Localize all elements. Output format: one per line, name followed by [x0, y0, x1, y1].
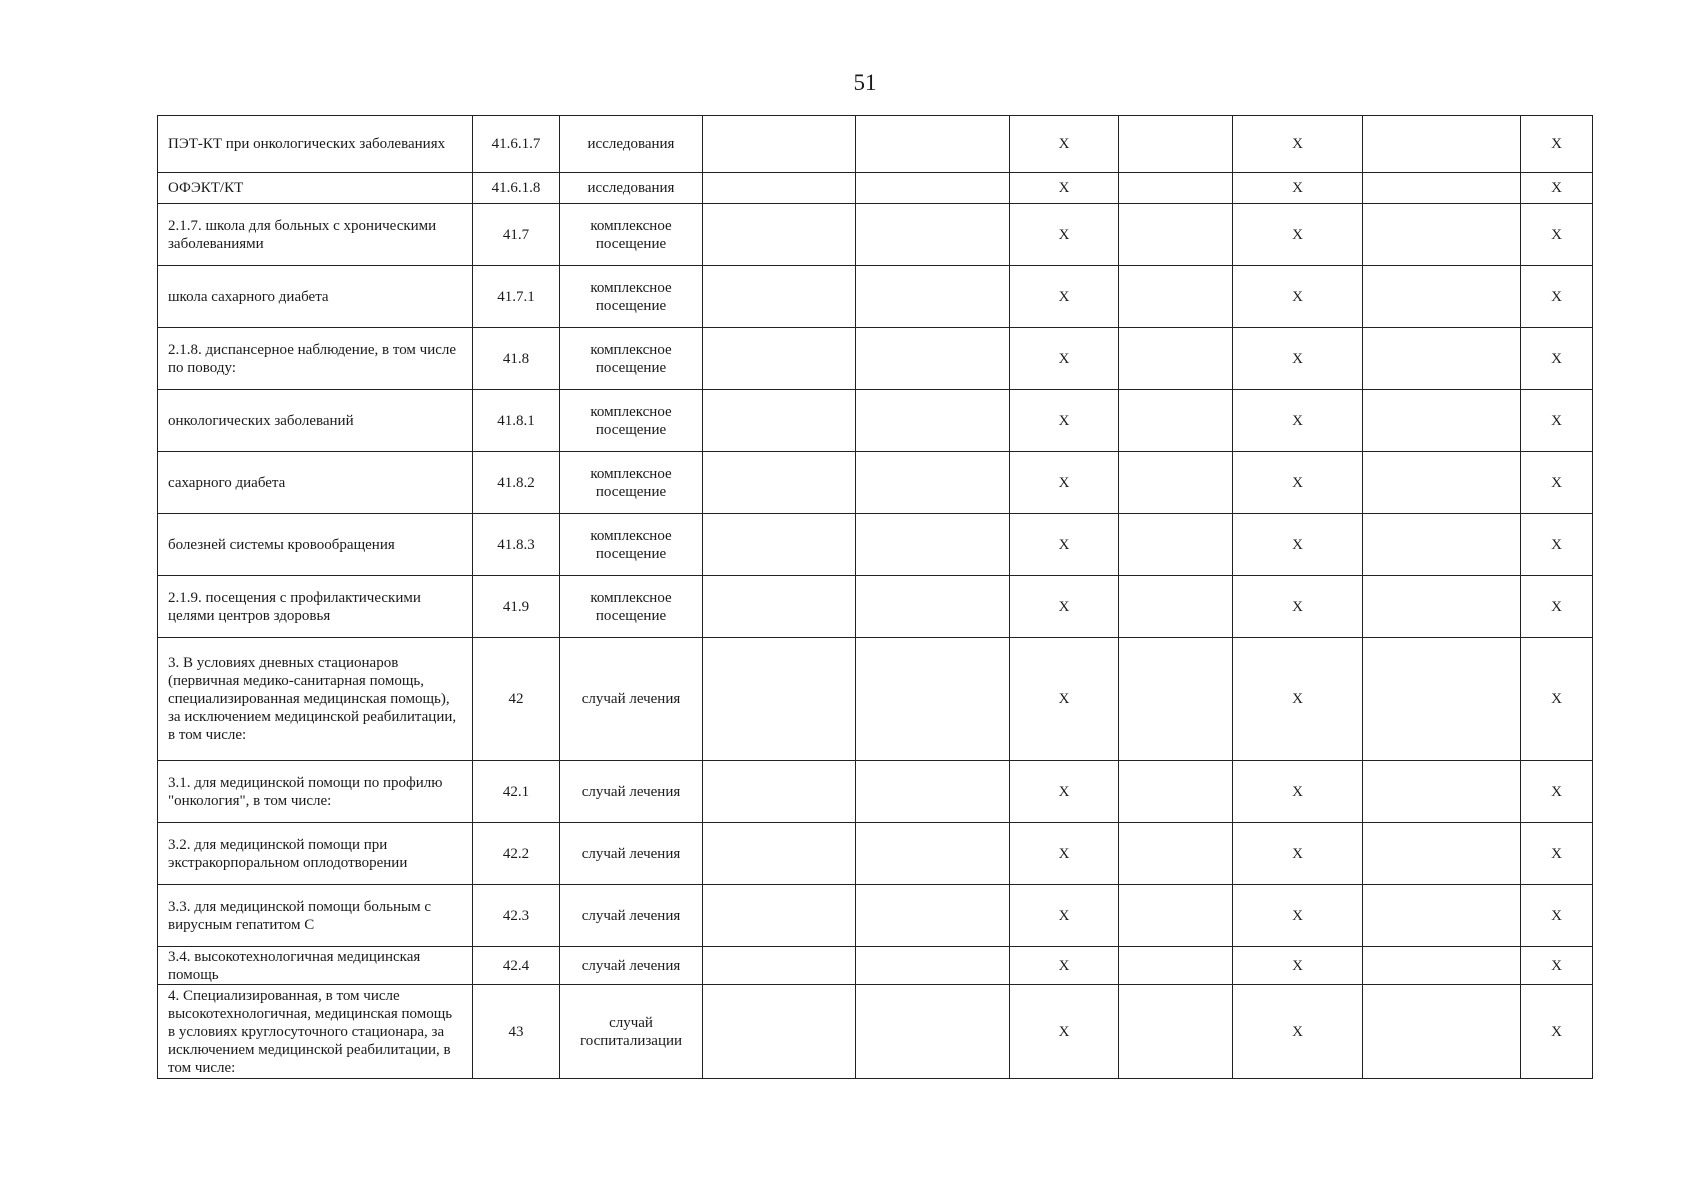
- x-mark-cell: X: [1521, 576, 1593, 638]
- row-unit-cell: случай лечения: [560, 885, 703, 947]
- row-code-cell: 42.3: [473, 885, 560, 947]
- empty-cell: [703, 452, 856, 514]
- row-code-cell: 41.8.3: [473, 514, 560, 576]
- empty-cell: [703, 823, 856, 885]
- empty-cell: [1363, 328, 1521, 390]
- page-number: 51: [853, 70, 877, 95]
- empty-cell: [703, 390, 856, 452]
- empty-cell: [1119, 204, 1233, 266]
- row-name-cell: 2.1.8. диспансерное наблюдение, в том числе по поводу:: [158, 328, 473, 390]
- row-code-cell: 42.4: [473, 947, 560, 985]
- x-mark-cell: X: [1233, 204, 1363, 266]
- row-unit-cell: случай лечения: [560, 638, 703, 761]
- x-mark-cell: X: [1521, 985, 1593, 1079]
- x-mark-cell: X: [1521, 823, 1593, 885]
- empty-cell: [856, 885, 1010, 947]
- empty-cell: [1363, 761, 1521, 823]
- x-mark-cell: X: [1010, 761, 1119, 823]
- empty-cell: [1119, 452, 1233, 514]
- x-mark-cell: X: [1010, 173, 1119, 204]
- table-row: [158, 116, 1593, 173]
- table-row: [158, 823, 1593, 885]
- x-mark-cell: X: [1233, 947, 1363, 985]
- empty-cell: [1119, 116, 1233, 173]
- empty-cell: [1363, 390, 1521, 452]
- empty-cell: [1363, 985, 1521, 1079]
- x-mark-cell: X: [1010, 576, 1119, 638]
- empty-cell: [703, 204, 856, 266]
- row-name-cell: онкологических заболеваний: [158, 390, 473, 452]
- x-mark-cell: X: [1233, 985, 1363, 1079]
- x-mark-cell: X: [1521, 266, 1593, 328]
- empty-cell: [856, 116, 1010, 173]
- empty-cell: [1119, 576, 1233, 638]
- row-name-cell: 3.3. для медицинской помощи больным с вирусным гепатитом С: [158, 885, 473, 947]
- row-unit-cell: случай госпитализации: [560, 985, 703, 1079]
- row-unit-cell: исследования: [560, 116, 703, 173]
- table-row: [158, 985, 1593, 1079]
- empty-cell: [703, 947, 856, 985]
- row-name-cell: 3.2. для медицинской помощи при экстракорпоральном оплодотворении: [158, 823, 473, 885]
- table-row: [158, 761, 1593, 823]
- empty-cell: [856, 576, 1010, 638]
- x-mark-cell: X: [1233, 328, 1363, 390]
- row-unit-cell: случай лечения: [560, 823, 703, 885]
- x-mark-cell: X: [1233, 266, 1363, 328]
- x-mark-cell: X: [1233, 576, 1363, 638]
- row-name-cell: 2.1.9. посещения с профилактическими целями центров здоровья: [158, 576, 473, 638]
- row-unit-cell: случай лечения: [560, 947, 703, 985]
- x-mark-cell: X: [1233, 761, 1363, 823]
- row-name-cell: 3.1. для медицинской помощи по профилю "онкология", в том числе:: [158, 761, 473, 823]
- empty-cell: [1119, 947, 1233, 985]
- empty-cell: [856, 173, 1010, 204]
- empty-cell: [856, 328, 1010, 390]
- empty-cell: [1119, 173, 1233, 204]
- empty-cell: [1119, 328, 1233, 390]
- x-mark-cell: X: [1521, 452, 1593, 514]
- empty-cell: [1363, 823, 1521, 885]
- row-unit-cell: случай лечения: [560, 761, 703, 823]
- x-mark-cell: X: [1010, 885, 1119, 947]
- x-mark-cell: X: [1010, 204, 1119, 266]
- row-code-cell: 42.1: [473, 761, 560, 823]
- row-code-cell: 41.8.2: [473, 452, 560, 514]
- table-row: [158, 328, 1593, 390]
- table-row: [158, 204, 1593, 266]
- empty-cell: [1119, 514, 1233, 576]
- row-unit-cell: комплексное посещение: [560, 328, 703, 390]
- x-mark-cell: X: [1233, 885, 1363, 947]
- row-code-cell: 41.7: [473, 204, 560, 266]
- table-row: [158, 514, 1593, 576]
- x-mark-cell: X: [1233, 452, 1363, 514]
- empty-cell: [1119, 390, 1233, 452]
- empty-cell: [703, 885, 856, 947]
- row-name-cell: 3.4. высокотехнологичная медицинская помощь: [158, 947, 473, 985]
- empty-cell: [703, 985, 856, 1079]
- row-name-cell: 4. Специализированная, в том числе высокотехнологичная, медицинская помощь в условиях круглосуточного стационара, за исключением медицинской реабилитации, в том числе:: [158, 985, 473, 1079]
- x-mark-cell: X: [1233, 823, 1363, 885]
- empty-cell: [856, 514, 1010, 576]
- table-row: [158, 390, 1593, 452]
- x-mark-cell: X: [1010, 452, 1119, 514]
- x-mark-cell: X: [1010, 985, 1119, 1079]
- row-code-cell: 42.2: [473, 823, 560, 885]
- x-mark-cell: X: [1521, 885, 1593, 947]
- table-row: [158, 885, 1593, 947]
- empty-cell: [856, 266, 1010, 328]
- row-code-cell: 42: [473, 638, 560, 761]
- table-row: [158, 947, 1593, 985]
- empty-cell: [856, 947, 1010, 985]
- row-unit-cell: комплексное посещение: [560, 204, 703, 266]
- x-mark-cell: X: [1010, 390, 1119, 452]
- table-row: [158, 173, 1593, 204]
- row-code-cell: 41.7.1: [473, 266, 560, 328]
- data-table: [157, 115, 1593, 1079]
- x-mark-cell: X: [1521, 204, 1593, 266]
- empty-cell: [703, 514, 856, 576]
- x-mark-cell: X: [1521, 761, 1593, 823]
- empty-cell: [1119, 885, 1233, 947]
- empty-cell: [856, 390, 1010, 452]
- x-mark-cell: X: [1521, 116, 1593, 173]
- x-mark-cell: X: [1010, 116, 1119, 173]
- row-unit-cell: комплексное посещение: [560, 390, 703, 452]
- table-row: [158, 638, 1593, 761]
- row-unit-cell: исследования: [560, 173, 703, 204]
- table-row: [158, 266, 1593, 328]
- empty-cell: [1363, 947, 1521, 985]
- x-mark-cell: X: [1233, 514, 1363, 576]
- x-mark-cell: X: [1010, 947, 1119, 985]
- x-mark-cell: X: [1233, 390, 1363, 452]
- row-unit-cell: комплексное посещение: [560, 576, 703, 638]
- table-row: [158, 452, 1593, 514]
- row-code-cell: 41.8.1: [473, 390, 560, 452]
- row-code-cell: 41.6.1.7: [473, 116, 560, 173]
- row-name-cell: 3. В условиях дневных стационаров (первичная медико-санитарная помощь, специализированная медицинская помощь), за исключением медицинской реабилитации, в том числе:: [158, 638, 473, 761]
- empty-cell: [856, 761, 1010, 823]
- empty-cell: [856, 204, 1010, 266]
- row-name-cell: болезней системы кровообращения: [158, 514, 473, 576]
- empty-cell: [856, 452, 1010, 514]
- table-body: [158, 116, 1593, 1079]
- empty-cell: [856, 823, 1010, 885]
- empty-cell: [703, 266, 856, 328]
- empty-cell: [1363, 514, 1521, 576]
- x-mark-cell: X: [1010, 514, 1119, 576]
- x-mark-cell: X: [1233, 638, 1363, 761]
- empty-cell: [856, 985, 1010, 1079]
- empty-cell: [856, 638, 1010, 761]
- empty-cell: [703, 576, 856, 638]
- row-unit-cell: комплексное посещение: [560, 452, 703, 514]
- empty-cell: [1363, 452, 1521, 514]
- empty-cell: [1363, 204, 1521, 266]
- empty-cell: [1363, 576, 1521, 638]
- x-mark-cell: X: [1521, 390, 1593, 452]
- empty-cell: [1363, 885, 1521, 947]
- empty-cell: [1119, 823, 1233, 885]
- empty-cell: [703, 328, 856, 390]
- empty-cell: [1363, 266, 1521, 328]
- x-mark-cell: X: [1233, 116, 1363, 173]
- row-code-cell: 41.8: [473, 328, 560, 390]
- empty-cell: [1363, 638, 1521, 761]
- empty-cell: [703, 761, 856, 823]
- x-mark-cell: X: [1521, 514, 1593, 576]
- x-mark-cell: X: [1010, 266, 1119, 328]
- x-mark-cell: X: [1233, 173, 1363, 204]
- row-code-cell: 43: [473, 985, 560, 1079]
- empty-cell: [703, 173, 856, 204]
- row-name-cell: сахарного диабета: [158, 452, 473, 514]
- row-name-cell: 2.1.7. школа для больных с хроническими заболеваниями: [158, 204, 473, 266]
- x-mark-cell: X: [1521, 638, 1593, 761]
- table-row: [158, 576, 1593, 638]
- empty-cell: [1363, 116, 1521, 173]
- x-mark-cell: X: [1521, 328, 1593, 390]
- empty-cell: [703, 638, 856, 761]
- x-mark-cell: X: [1010, 638, 1119, 761]
- row-name-cell: ПЭТ-КТ при онкологических заболеваниях: [158, 116, 473, 173]
- empty-cell: [1119, 266, 1233, 328]
- row-unit-cell: комплексное посещение: [560, 514, 703, 576]
- row-name-cell: школа сахарного диабета: [158, 266, 473, 328]
- row-code-cell: 41.6.1.8: [473, 173, 560, 204]
- x-mark-cell: X: [1010, 823, 1119, 885]
- x-mark-cell: X: [1521, 173, 1593, 204]
- row-code-cell: 41.9: [473, 576, 560, 638]
- empty-cell: [703, 116, 856, 173]
- empty-cell: [1119, 985, 1233, 1079]
- empty-cell: [1119, 638, 1233, 761]
- empty-cell: [1119, 761, 1233, 823]
- empty-cell: [1363, 173, 1521, 204]
- x-mark-cell: X: [1010, 328, 1119, 390]
- x-mark-cell: X: [1521, 947, 1593, 985]
- row-unit-cell: комплексное посещение: [560, 266, 703, 328]
- row-name-cell: ОФЭКТ/КТ: [158, 173, 473, 204]
